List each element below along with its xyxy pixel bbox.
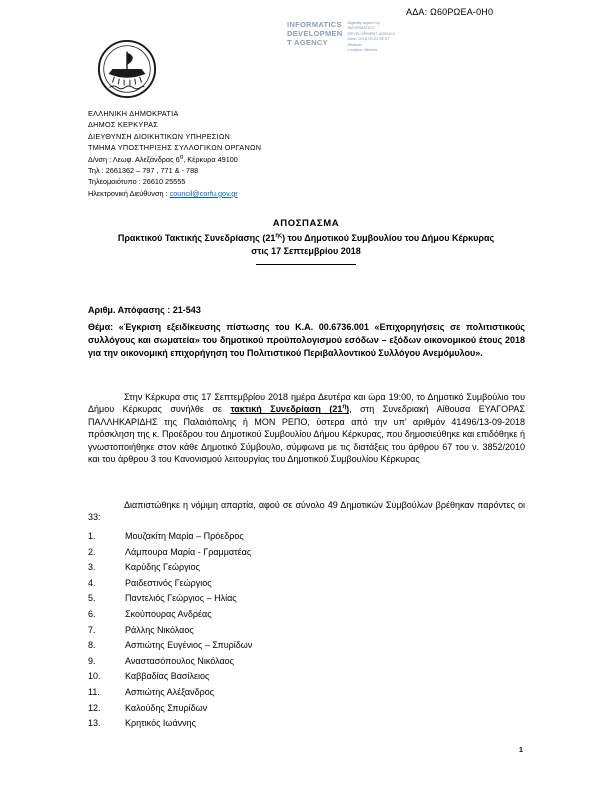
letterhead-municipality: ΔΗΜΟΣ ΚΕΡΚΥΡΑΣ [88,120,158,130]
address-text-end: , Κέρκυρα 49100 [183,154,238,164]
list-item [88,578,252,594]
letterhead-phone: Τηλ : 2661362 – 797 , 771 & - 788 [88,166,199,176]
title-block [0,218,612,265]
address-text: Δ/νση : Λεωφ. Αλεξάνδρας 6 [88,154,180,164]
email-label: Ηλεκτρονική Διεύθυνση : [88,188,170,198]
stamp-agency-line: DEVELOPMEN [287,29,343,38]
list-item [88,609,252,625]
list-item [88,656,252,672]
title-date-line: στις 17 Σεπτεμβρίου 2018 [251,245,361,256]
stamp-agency-name [287,20,343,52]
list-item [88,640,252,656]
attendee-name: Καββαδίας Βασίλειος [125,671,210,682]
letterhead-fax: Τηλεομοιότυπο : 26610 25555 [88,177,186,187]
decision-number: Αριθμ. Απόφασης : 21-543 [88,305,201,315]
letterhead-directorate: ΔΙΕΥΘΥΝΣΗ ΔΙΟΙΚΗΤΙΚΩΝ ΥΠΗΡΕΣΙΩΝ [88,131,231,141]
ada-code: ΑΔΑ: Ω60ΡΩΕΑ-0Η0 [406,7,494,17]
stamp-agency-line: T AGENCY [287,38,328,47]
attendee-number: 5. [88,593,96,604]
list-item [88,703,252,719]
stamp-signature-line: INFORMATICS [347,25,375,31]
digital-signature-stamp [287,20,428,52]
body-session-emphasis [230,404,349,414]
list-item [88,531,252,547]
attendee-number: 2. [88,546,96,557]
session-superscript: ης [275,233,283,239]
session-emphasis-superscript: η [342,404,347,411]
letterhead-department: ΤΜΗΜΑ ΥΠΟΣΤΗΡΙΞΗΣ ΣΥΛΛΟΓΙΚΩΝ ΟΡΓΑΝΩΝ [88,143,262,153]
subject-paragraph: Θέμα: «Έγκριση εξειδίκευσης πίστωσης του Κ.Α. 00.6736.001 «Επιχορηγήσεις σε πολιτιστικούς συλλόγους και σωματεία» του δημοτικού προϋπολογισμού εσόδων – εξόδων οικονομικού έτους 2018 για την οικονομική επιχορήγηση του Πολιτιστικού Περιβαλλοντικού Συλλόγου Ανεμόμυλου». [88,322,525,358]
session-emphasis-close: ) [346,404,350,415]
session-line-text-end: ) του Δημοτικού Συμβουλίου του Δήμου Κέρκυρας [282,233,495,243]
attendee-name: Αναστασόπουλος Νικόλαος [125,655,235,666]
session-line-text: Πρακτικού Τακτικής Συνεδρίασης (21 [117,233,276,243]
list-item [88,687,252,703]
stamp-signature-line: Reason: [347,41,363,47]
attendee-number: 13. [88,718,101,729]
list-item [88,671,252,687]
page-number: 1 [519,747,523,754]
attendee-number: 9. [88,655,96,666]
attendee-number: 11. [88,686,100,697]
body-segment-1: Στην Κέρκυρα στις 17 Σεπτεμβρίου 2018 ημέρα Δευτέρα και ώρα 19:00, το Δημοτικό Συμβούλιο του Δήμου Κέρκυρας συνήλθε σε [88,392,525,415]
session-emphasis-text: τακτική Συνεδρίαση (21 [230,404,343,415]
attendee-number: 1. [88,531,96,541]
attendee-number: 7. [88,624,96,635]
body-segment-3: , στη Συνεδριακή Αίθουσα ΕΥΑΓΟΡΑΣ ΠΑΛΛΗΚΑΡΙΔΗΣ της Παλαιόπολης ή ΜΟΝ ΡΕΠΟ, ύστερα από την υπ’ αριθμόν 41496/13-09-2018 πρόσκληση της κ. Προέδρου του Δημοτικού Συμβουλίου Δήμου Κέρκυρας, που δημοσιεύθηκε και επιδόθηκε ή γνωστοποιήθηκε στον κάθε Δημοτικό Σύμβουλο, σύμφωνα με τις διατάξεις του άρθρου 67 του ν. 3852/2010 και του άρθρου 3 του Κανονισμού λειτουργίας του Δημοτικού Συμβουλίου Κέρκυρας [88,404,525,465]
letterhead [88,108,261,199]
list-item [88,718,252,734]
attendee-name: Ράλλης Νικόλαος [125,624,194,635]
attendee-name: Ασπιώτης Ευγένιος – Σπυρίδων [125,640,253,651]
attendee-name: Καλούδης Σπυρίδων [125,702,208,713]
attendee-name: Καρύδης Γεώργιος [125,562,200,573]
list-item [88,547,252,563]
attendee-number: 4. [88,577,96,588]
letterhead-address [88,154,261,165]
list-item [88,625,252,641]
attendee-name: Μουζακίτη Μαρία – Πρόεδρος [125,531,244,541]
quorum-paragraph: Διαπιστώθηκε η νόμιμη απαρτία, αφού σε σύνολο 49 Δημοτικών Συμβούλων βρέθηκαν παρόντες οι 33: [88,500,525,523]
email-link[interactable]: council@corfu.gov.gr [169,188,238,198]
attendee-name: Κρητικός Ιωάννης [125,718,196,729]
stamp-agency-line: INFORMATICS [287,20,342,29]
attendee-number: 8. [88,640,96,651]
attendee-number: 3. [88,562,96,573]
attendee-number: 10. [88,671,101,682]
letterhead-republic: ΕΛΛΗΝΙΚΗ ΔΗΜΟΚΡΑΤΙΑ [88,109,179,118]
attendee-name: Λάμπουρα Μαρία - Γραμματέας [125,546,252,557]
attendee-name: Παντελιός Γεώργιος – Ηλίας [125,593,237,604]
municipality-emblem-icon [96,38,158,100]
list-item [88,593,252,609]
stamp-signature-line: Date: 2018.09.24 EEST [347,36,390,42]
stamp-signature-line: Location: Athens [347,46,378,52]
stamp-signature-details [348,20,428,52]
title-separator [256,264,356,265]
attendees-list [88,531,252,734]
attendee-number: 12. [88,702,101,713]
body-paragraph [88,391,525,465]
document-title: ΑΠΟΣΠΑΣΜΑ [272,218,340,229]
list-item [88,562,252,578]
letterhead-email-row [88,188,261,199]
stamp-signature-line: DEVELOPMENT AGENCY [347,30,396,36]
stamp-signature-line: Digitally signed by [347,20,380,25]
attendee-number: 6. [88,608,96,619]
attendee-name: Ασπιώτης Αλέξανδρος [125,686,215,697]
title-session-line [0,232,612,245]
attendee-name: Ραιδεστινός Γεώργιος [125,577,212,588]
attendee-name: Σκούπουρας Ανδρέας [125,608,212,619]
address-superscript: α [179,154,184,161]
